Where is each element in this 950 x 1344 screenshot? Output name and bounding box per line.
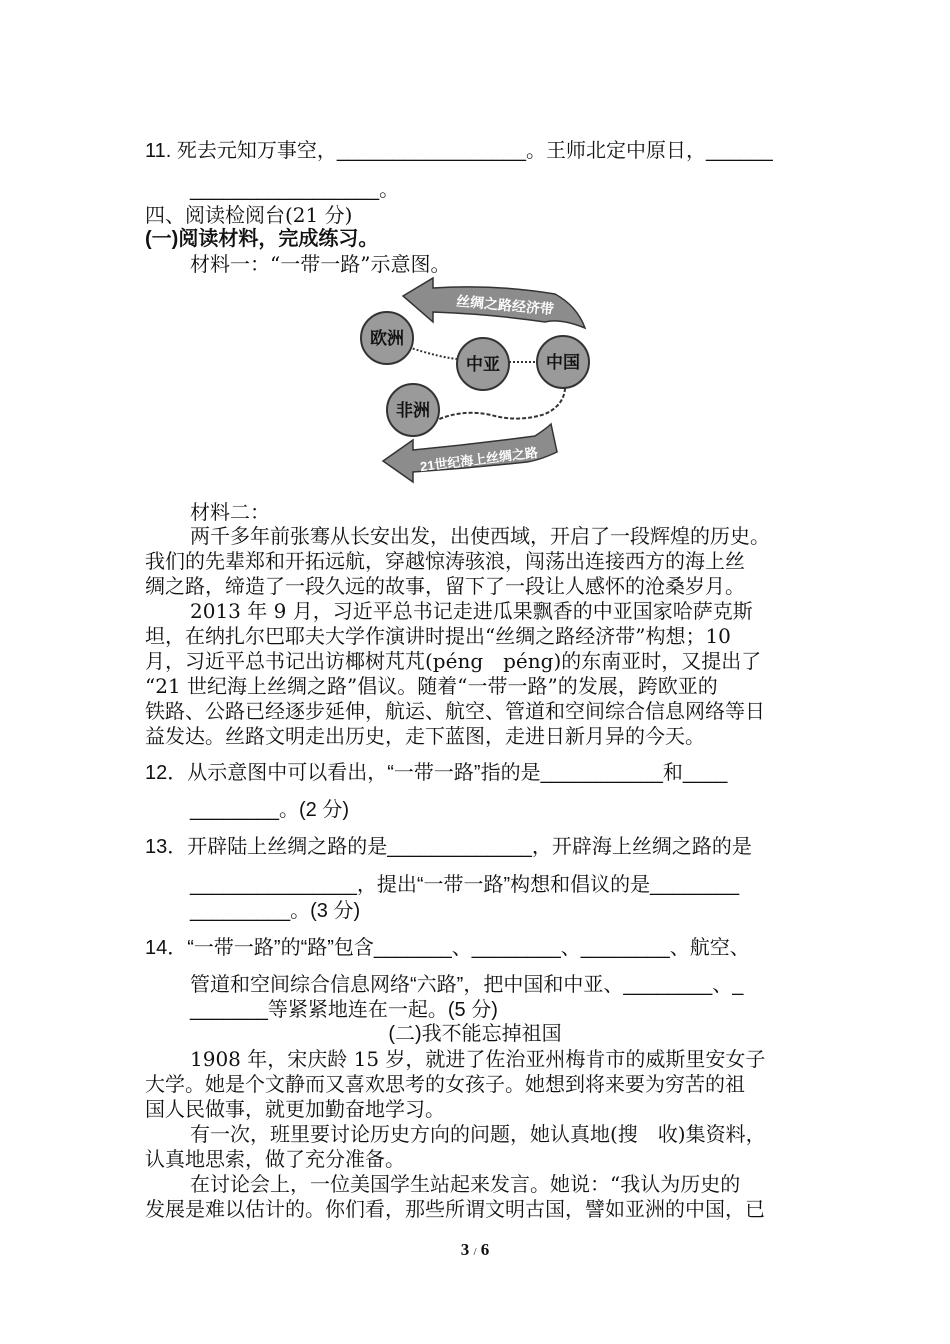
belt-and-road-map [355, 276, 605, 486]
question-14-line1: 14．“一带一路”的“路”包含_______、________、________、航空、 [145, 937, 750, 959]
section-4-title: 四、阅读检阅台(21 分) [145, 203, 353, 227]
page-number [0, 1240, 950, 1260]
material-1-label: 材料一：“一带一路”示意图。 [190, 252, 451, 276]
part-2-title: (二)我不能忘掉祖国 [388, 1023, 562, 1045]
material-2-line: 铁路、公路已经逐步延伸，航运、航空、管道和空间综合信息网络等日 [145, 699, 765, 723]
material-2-line: 绸之路，缔造了一段久远的故事，留下了一段让人感怀的沧桑岁月。 [145, 574, 745, 598]
part-2-line: 发展是难以估计的。你们看，那些所谓文明古国，譬如亚洲的中国，已 [145, 1197, 765, 1221]
question-13-line1: 13．开辟陆上丝绸之路的是_____________，开辟海上丝绸之路的是 [145, 836, 752, 858]
part-2-line: 在讨论会上，一位美国学生站起来发言。她说：“我认为历史的 [190, 1172, 741, 1196]
material-2-line: 月，习近平总书记出访椰树芃芃(péng péng)的东南亚时，又提出了 [145, 649, 762, 673]
material-2-label: 材料二： [190, 500, 270, 524]
page-total: 6 [480, 1240, 490, 1259]
part-2-line: 国人民做事，就更加勤奋地学习。 [145, 1097, 445, 1121]
economic-belt-label: 丝绸之路经济带 [455, 292, 555, 318]
part-1-title: (一)阅读材料，完成练习。 [145, 228, 379, 250]
material-2-line: 坦，在纳扎尔巴耶夫大学作演讲时提出“丝绸之路经济带”构想；10 [145, 624, 731, 648]
part-2-line: 认真地思索，做了充分准备。 [145, 1147, 405, 1171]
part-2-line: 大学。她是个文静而又喜欢思考的女孩子。她想到将来要为穷苦的祖 [145, 1072, 745, 1096]
question-11-line1: 11. 死去元知万事空，_________________。王师北定中原日，______ [145, 140, 773, 162]
material-2-line: “21 世纪海上丝绸之路”倡议。随着“一带一路”的发展，跨欧亚的 [145, 674, 718, 698]
page-current: 3 [460, 1240, 470, 1259]
question-14-line3: _______等紧紧地连在一起。(5 分) [190, 999, 498, 1021]
land-route-line [405, 346, 465, 360]
africa-label: 非洲 [396, 401, 430, 420]
question-12-line1: 12．从示意图中可以看出，“一带一路”指的是___________和____ [145, 762, 728, 784]
page-separator: / [473, 1246, 477, 1258]
part-2-line: 有一次，班里要讨论历史方向的问题，她认真地(搜 收)集资料， [190, 1122, 766, 1146]
maritime-road-label: 21世纪海上丝绸之路 [419, 444, 539, 475]
material-2-line: 我们的先辈郑和开拓远航，穿越惊涛骇浪，闯荡出连接西方的海上丝 [145, 549, 745, 573]
part-2-line: 1908 年，宋庆龄 15 岁，就进了佐治亚州梅肯市的威斯里安女子 [190, 1047, 766, 1071]
europe-label: 欧洲 [370, 329, 404, 348]
material-2-line: 两千多年前张骞从长安出发，出使西域，开启了一段辉煌的历史。 [190, 524, 770, 548]
question-13-line3: _________。(3 分) [190, 900, 361, 922]
material-2-line: 益发达。丝路文明走出历史，走下蓝图，走进日新月异的今天。 [145, 724, 705, 748]
question-12-line2: ________。(2 分) [190, 799, 349, 821]
question-14-line2: 管道和空间综合信息网络“六路”，把中国和中亚、________、_ [190, 974, 744, 996]
question-13-line2: _______________，提出“一带一路”构想和倡议的是________ [190, 874, 740, 896]
material-2-line: 2013 年 9 月，习近平总书记走进瓜果飘香的中亚国家哈萨克斯 [190, 599, 753, 623]
central-asia-label: 中亚 [466, 355, 500, 374]
china-label: 中国 [546, 353, 580, 372]
question-11-line2: _________________。 [190, 179, 400, 201]
